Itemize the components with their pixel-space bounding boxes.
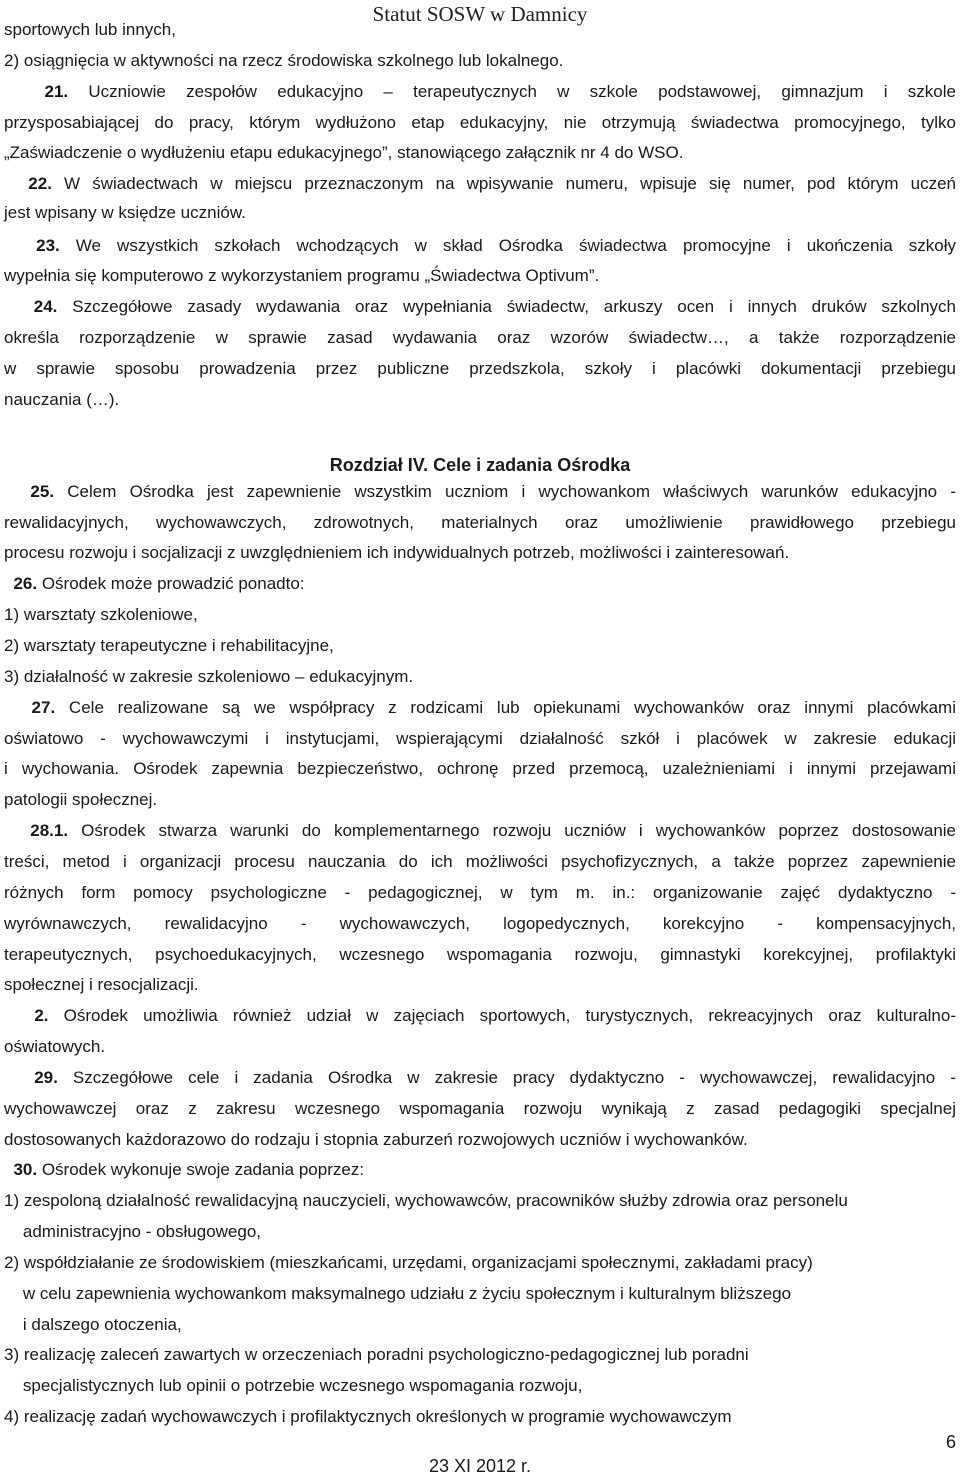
text-line: i wychowania. Ośrodek zapewnia bezpieczeństwo, ochronę przed przemocą, uzależnieniami i innymi przejawami: [4, 759, 956, 778]
text-line: 2) współdziałanie ze środowiskiem (mieszkańcami, urzędami, organizacjami społecznymi, zakładami pracy): [4, 1253, 813, 1272]
text-line: terapeutycznych, psychoedukacyjnych, wczesnego wspomagania rozwoju, gimnastyki korekcyjnej, profilaktyki: [4, 945, 956, 964]
text-line: w celu zapewnienia wychowankom maksymalnego udziału z życiu społecznym i kulturalnym bliższego: [4, 1284, 792, 1303]
text-line: społecznej i resocjalizacji.: [4, 975, 199, 994]
text-line: 28.1. Ośrodek stwarza warunki do komplementarnego rozwoju uczniów i wychowanków poprzez dostosowanie: [30, 821, 957, 840]
text-line: 2) osiągnięcia w aktywności na rzecz środowiska szkolnego lub lokalnego.: [4, 51, 564, 70]
text-line: przysposabiającej do pracy, którym wydłużono etap edukacyjny, nie otrzymują świadectwa promocyjnego, tylko: [4, 113, 956, 132]
text-line: 23. We wszystkich szkołach wchodzących w skład Ośrodka świadectwa promocyjne i ukończenia szkoły: [36, 236, 956, 255]
chapter-title: Rozdział IV. Cele i zadania Ośrodka: [329, 455, 631, 475]
text-line: 2) warsztaty terapeutyczne i rehabilitacyjne,: [4, 636, 334, 655]
text-line: 1) zespoloną działalność rewalidacyjną nauczycieli, wychowawców, pracowników służby zdrowia oraz personelu: [4, 1191, 848, 1210]
text-line: 3) działalność w zakresie szkoleniowo – edukacyjnym.: [4, 667, 414, 686]
text-line: w sprawie sposobu prowadzenia przez publiczne przedszkola, szkoły i placówki dokumentacji przebiegu: [4, 359, 956, 378]
text-line: nauczania (…).: [4, 390, 120, 409]
text-line: rewalidacyjnych, wychowawczych, zdrowotnych, materialnych oraz umożliwienie prawidłowego przebiegu: [4, 513, 956, 532]
text-line: treści, metod i organizacji procesu nauczania do ich możliwości psychofizycznych, a także poprzez zapewnienie: [4, 852, 956, 871]
text-line: oświatowych.: [4, 1037, 106, 1056]
running-header: Statut SOSW w Damnicy: [372, 2, 588, 26]
text-line: 26. Ośrodek może prowadzić ponadto:: [13, 574, 305, 593]
text-line: 24. Szczegółowe zasady wydawania oraz wypełniania świadectw, arkuszy ocen i innych druków szkolnych: [33, 297, 956, 316]
text-line: i dalszego otoczenia,: [4, 1315, 182, 1334]
text-line: dostosowanych każdorazowo do rodzaju i stopnia zaburzeń rozwojowych uczniów i wychowanków.: [4, 1130, 748, 1149]
text-line: jest wpisany w księdze uczniów.: [4, 203, 246, 222]
text-line: 30. Ośrodek wykonuje swoje zadania poprzez:: [13, 1160, 365, 1179]
text-line: 25. Celem Ośrodka jest zapewnienie wszystkim uczniom i wychowankom właściwych warunków edukacyjno -: [30, 482, 956, 501]
footer-date: 23 XI 2012 r.: [428, 1456, 532, 1476]
text-line: określa rozporządzenie w sprawie zasad wydawania oraz wzorów świadectw…, a także rozporządzenie: [4, 328, 956, 347]
text-line: 1) warsztaty szkoleniowe,: [4, 605, 198, 624]
text-line: patologii społecznej.: [4, 790, 158, 809]
text-line: 2. Ośrodek umożliwia również udział w zajęciach sportowych, turystycznych, rekreacyjnych oraz kulturalno-: [34, 1006, 956, 1025]
page-number: 6: [945, 1432, 956, 1452]
text-line: „Zaświadczenie o wydłużeniu etapu edukacyjnego”, stanowiącego załącznik nr 4 do WSO.: [4, 143, 684, 162]
text-line: 21. Uczniowie zespołów edukacyjno – terapeutycznych w szkole podstawowej, gimnazjum i szkole: [44, 82, 956, 101]
text-line: specjalistycznych lub opinii o potrzebie wczesnego wspomagania rozwoju,: [4, 1376, 583, 1395]
text-line: 4) realizację zadań wychowawczych i profilaktycznych określonych w programie wychowawczym: [4, 1407, 732, 1426]
text-line: 3) realizację zaleceń zawartych w orzeczeniach poradni psychologiczno-pedagogicznej lub poradni: [4, 1345, 749, 1364]
text-line: procesu rozwoju i socjalizacji z uwzględnieniem ich indywidualnych potrzeb, możliwości i zainteresowań.: [4, 543, 790, 562]
text-line: administracyjno - obsługowego,: [4, 1222, 262, 1241]
text-line: 27. Cele realizowane są we współpracy z rodzicami lub opiekunami wychowanków oraz innymi placówkami: [31, 698, 956, 717]
text-line: 29. Szczegółowe cele i zadania Ośrodka w zakresie pracy dydaktyczno - wychowawczej, rewalidacyjno -: [34, 1068, 956, 1087]
text-line: oświatowo - wychowawczymi i instytucjami, wspierającymi działalność szkół i placówek w zakresie edukacji: [4, 729, 956, 748]
text-line: wyrównawczych, rewalidacyjno - wychowawczych, logopedycznych, korekcyjno - kompensacyjnych,: [4, 914, 956, 933]
text-line: wychowawczej oraz z zakresu wczesnego wspomagania rozwoju wynikają z zasad pedagogiki specjalnej: [4, 1099, 956, 1118]
text-line: 22. W świadectwach w miejscu przeznaczonym na wpisywanie numeru, wpisuje się numer, pod którym uczeń: [28, 174, 956, 193]
text-line: różnych form pomocy psychologiczne - pedagogicznej, w tym m. in.: organizowanie zajęć dydaktyczno -: [4, 883, 956, 902]
text-line: wypełnia się komputerowo z wykorzystaniem programu „Świadectwa Optivum”.: [4, 266, 600, 285]
text-line: sportowych lub innych,: [4, 20, 176, 39]
